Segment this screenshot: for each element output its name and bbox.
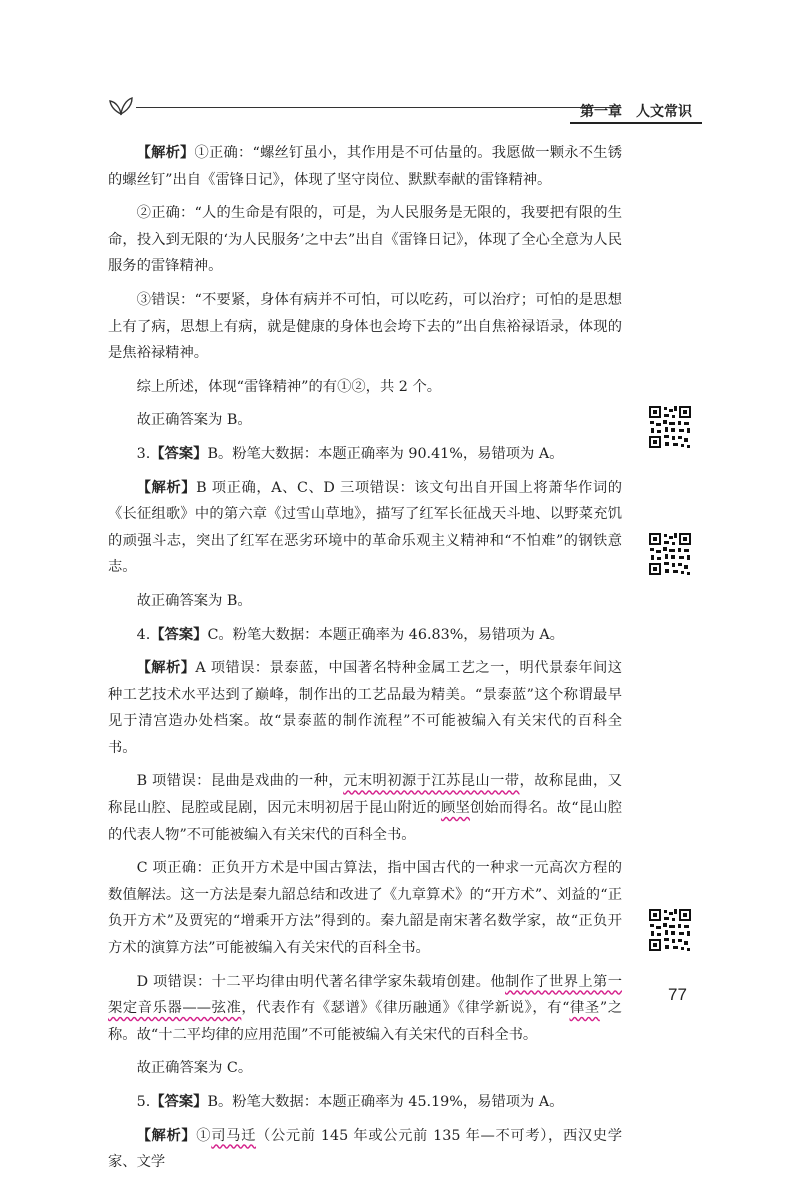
- highlighted-phrase: 制作了世界上第一架定音乐器——弦准: [108, 973, 622, 1017]
- analysis-text: B 项正确，A、C、D 三项错误：该文句出自开国上将萧华作词的《长征组歌》中的第六章《过雪山草地》，描写了红军长征战天斗地、以野菜充饥的顽强斗志，突出了红军在恶劣环境中的革命乐观主义精神和“不怕难”的钢铁意志。: [108, 479, 622, 576]
- paragraph-summary: 综上所述，体现“雷锋精神”的有①②，共 2 个。: [136, 378, 442, 395]
- text-segment: ，代表作有《瑟谱》《律历融通》《律学新说》，有“: [241, 1000, 570, 1017]
- analysis-text: ①正确：“螺丝钉虽小，其作用是不可估量的。我愿做一颗永不生锈的螺丝钉”出自《雷锋日记》，体现了坚守岗位、默默奉献的雷锋精神。: [108, 145, 622, 188]
- paragraph-point-3: ③错误：“不要紧，身体有病并不可怕，可以吃药，可以治疗；可怕的是思想上有了病，思想上有病，就是健康的身体也会垮下去的”出自焦裕禄语录，体现的是焦裕禄精神。: [108, 291, 622, 362]
- chapter-topic: 人文常识: [636, 104, 692, 120]
- chapter-underline: [570, 122, 702, 124]
- page-number: 77: [668, 985, 687, 1004]
- answer-q3: [108, 441, 622, 468]
- analysis-q5: [108, 1123, 622, 1176]
- final-answer-q4: 故正确答案为 C。: [136, 1060, 253, 1077]
- chapter-number: 第一章: [580, 104, 622, 120]
- analysis-q4-option-c: C 项正确：正负开方术是中国古算法，指中国古代的一种求一元高次方程的数值解法。这一方法是秦九韶总结和改进了《九章算术》的“开方术”、刘益的“正负开方术”及贾宪的“增乘开方法”得到的。秦九韶是南宋著名数学家，故“正负开方术的演算方法”可能被编入有关宋代的百科全书。: [108, 860, 622, 957]
- highlighted-phrase: 顾坚: [440, 800, 470, 817]
- text-segment: D 项错误：十二平均律由明代著名律学家朱载堉创建。他: [136, 973, 506, 990]
- text-segment: ”之称。故“十二平均律的应用范围”不可能被编入有关宋代的百科全书。: [108, 1000, 623, 1043]
- answer-text: B。粉笔大数据：本题正确率为 90.41%，易错项为 A。: [207, 445, 564, 462]
- leaf-icon: [108, 96, 134, 116]
- text-segment: ①: [196, 1127, 212, 1144]
- answer-q5: [108, 1089, 622, 1116]
- page-header: [0, 0, 800, 140]
- text-segment: 创始而得名。故“昆山腔的代表人物”不可能被编入有关宋代的百科全书。: [108, 800, 623, 843]
- header-rule: [136, 107, 616, 108]
- answer-tag: 【答案】: [150, 626, 208, 643]
- question-number: 5.: [136, 1094, 151, 1110]
- analysis-tag: 【解析】: [136, 479, 197, 496]
- analysis-tag: 【解析】: [136, 660, 196, 677]
- chapter-heading: [580, 101, 692, 121]
- paragraph-analysis-q2: [108, 140, 622, 193]
- answer-tag: 【答案】: [150, 1094, 208, 1110]
- page-body: [108, 140, 622, 1183]
- question-number: 4.: [136, 626, 151, 643]
- analysis-q4-option-b: [108, 768, 622, 848]
- analysis-tag: 【解析】: [136, 1127, 197, 1144]
- highlighted-phrase: 律圣: [569, 1000, 600, 1017]
- question-number: 3.: [136, 445, 151, 462]
- paragraph-point-2: ②正确：“人的生命是有限的，可是，为人民服务是无限的，我要把有限的生命，投入到无限的‘为人民服务’之中去”出自《雷锋日记》，体现了全心全意为人民服务的雷锋精神。: [108, 205, 622, 275]
- paragraph-final-answer: 故正确答案为 B。: [136, 412, 252, 429]
- analysis-tag: 【解析】: [136, 145, 195, 161]
- final-answer-q3: 故正确答案为 B。: [136, 592, 252, 609]
- analysis-q3: [108, 475, 622, 581]
- analysis-q4-option-a: [108, 655, 622, 761]
- text-segment: B 项错误：昆曲是戏曲的一种，: [136, 773, 344, 790]
- analysis-q4-option-d: [108, 969, 622, 1049]
- analysis-text: A 项错误：景泰蓝，中国著名特种金属工艺之一，明代景泰年间这种工艺技术水平达到了巅峰，制作出的工艺品最为精美。“景泰蓝”这个称谓最早见于清宫造办处档案。故“景泰蓝的制作流程”不可能被编入有关宋代的百科全书。: [108, 660, 623, 756]
- qr-code-q5[interactable]: [648, 908, 692, 952]
- answer-tag: 【答案】: [150, 445, 208, 462]
- answer-q4: [108, 622, 622, 649]
- highlighted-phrase: 元末明初源于江苏昆山一带: [343, 773, 520, 790]
- answer-text: B。粉笔大数据：本题正确率为 45.19%，易错项为 A。: [207, 1094, 564, 1110]
- qr-code-q4[interactable]: [648, 532, 692, 576]
- analysis-text: （公元前 145 年或公元前 135 年—不可考），西汉史学家、文学: [108, 1127, 623, 1171]
- answer-text: C。粉笔大数据：本题正确率为 46.83%，易错项为 A。: [207, 626, 564, 643]
- highlighted-phrase: 司马迁: [211, 1127, 257, 1144]
- text-segment: ，故称昆曲，又称昆山腔、昆腔或昆剧，因元末明初居于昆山附近的: [108, 773, 623, 817]
- qr-code-q3[interactable]: [648, 405, 692, 449]
